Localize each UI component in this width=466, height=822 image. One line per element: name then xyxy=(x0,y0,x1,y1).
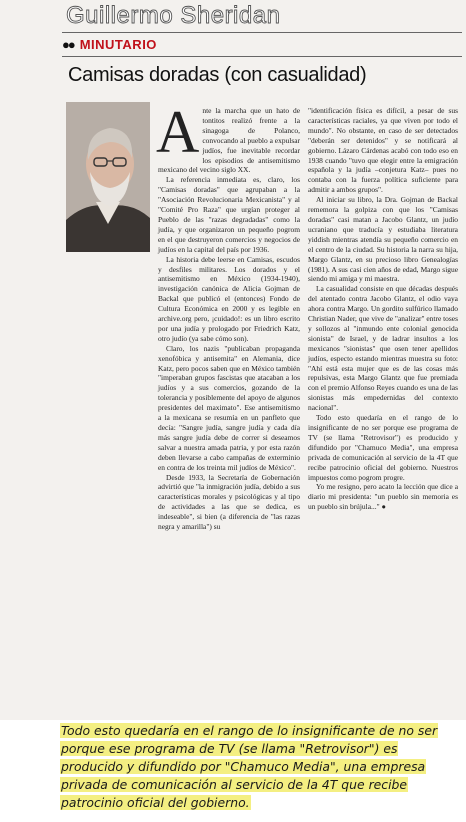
paragraph: "identificación física es difícil, a pesar de sus características raciales, ya que viven por todo el mundo". No obstante, en caso de ser detectados "deberán ser detenidos" y se notificará al gobierno. Lázaro Cárdenas acabó con todo eso en 1938 cuando "tuvo que elegir entre la emigración española y la judía –conjetura Katz– pues no contaba con la fuerza política suficiente para admitir a ambos grupos". xyxy=(308,106,458,195)
paragraph: La casualidad consiste en que décadas después del atentado contra Jacobo Glantz, el odio vaya ahora contra Margo. Un gordito sulfúrico llamado Christian Nader, que vive de "analizar" entre toses y sollozos al "inmundo ente colonial genocida sionista" de Israel, y de ladrar insultos a los mexicanos "sionistas" que osen tener apellidos judíos, especto estando mientras muestra su foto: "Ahí está esta mujer que es de las cosas más repulsivas, esta Margo Glantz que fue premiada con el premio Alfonso Reyes cuando es una de las sionistas más empedernidas del contexto nacional". xyxy=(308,284,458,413)
paragraph: Al iniciar su libro, la Dra. Gojman de Backal rememora la golpiza con que los "Camisas doradas" casi matan a Jacobo Glantz, un judío ucraniano que traducía y estudiaba literatura yiddish mientras atendía su pequeño comercio en el centro de la ciudad. Su historia la narra su hija, Margo Glantz, en su precioso libro Genealogías (1981). A sus casi cien años de edad, Margo sigue siendo mi amiga y mi maestra. xyxy=(308,195,458,284)
article-column-2 xyxy=(308,106,458,512)
paragraph: La referencia inmediata es, claro, los "Camisas doradas" que agrupaban a la "Asociación Revolucionaria Mexicanista" y al "Comité Pro Raza" que urgían proteger al Pueblo de las "razas degradadas" como la judía, y que organizaron un pequeño pogrom en el que destruyeron comercios y negocios de judíos en la capital del país por 1936. xyxy=(158,175,300,254)
author-name: Guillermo Sheridan xyxy=(66,2,281,29)
paragraph: Yo me resigno, pero acato la lección que dice a diario mi presidenta: "un pueblo sin memoria es un pueblo sin brújula..." ● xyxy=(308,482,458,512)
section-name: MINUTARIO xyxy=(79,37,157,52)
drop-cap: A xyxy=(156,99,200,165)
divider xyxy=(62,56,462,57)
section-label xyxy=(62,37,157,52)
paragraph: Ante la marcha que un hato de tontitos realizó frente a la sinagoga de Polanco, convocando al pueblo a expulsar judíos, fue inevitable recordar los episodios de antisemitismo mexicano del vecino siglo XX. xyxy=(156,99,300,175)
paragraph: Claro, los nazis "publicaban propaganda xenofóbica y antisemita" en Alemania, dice Katz, pero pocos saben que en México también "imperaban grupos fascistas que atacaban a los judíos y a sus comercios, gozando de la tolerancia y posiblemente del apoyo de algunos presidentes del maximato". Ese antisemitismo a la mexicana se resumía en un panfleto que decía: "Sangre judía, sangre judía y cada día más sangre judía debe de correr si deseamos salvar a nuestra amada patria, y por esta razón deben llevarse a cabo campañas de exterminio en contra de los treinta mil judíos de México". xyxy=(158,343,300,472)
highlighted-quote xyxy=(60,722,452,812)
divider xyxy=(62,32,462,33)
article-column-1 xyxy=(156,99,300,532)
author-photo xyxy=(66,102,150,252)
article-headline: Camisas doradas (con casualidad) xyxy=(68,64,367,86)
paragraph: Desde 1933, la Secretaría de Gobernación advirtió que "la inmigración judía, debido a sus características morales y psicológicas y al tipo de actividades a las que se dedica, es indeseable", si bien (a diferencia de "las razas negra y amarilla") su xyxy=(158,472,300,532)
section-dots-icon: ●● xyxy=(62,37,74,52)
paragraph: Todo esto quedaría en el rango de lo insignificante de no ser porque ese programa de TV (se llama "Retrovisor") es producido y difundido por "Chamuco Media", una empresa privada de comunicación al servicio de la 4T que recibe patrocinio oficial del gobierno. Nuestros impuestos como pogrom progre. xyxy=(308,413,458,482)
quote-text: Todo esto quedaría en el rango de lo insignificante de no ser porque ese programa de TV (se llama "Retrovisor") es producido y difundido por "Chamuco Media", una empresa privada de comunicación al servicio de la 4T que recibe patrocinio oficial del gobierno. xyxy=(61,723,438,810)
paragraph: La historia debe leerse en Camisas, escudos y desfiles militares. Los dorados y el antisemitismo en México (1934-1940), investigación canónica de Alicia Gojman de Backal que publicó el (entonces) Fondo de Cultura Económica en 2000 y es legible en archive.org pero, ¡cuidado!: es un libro escrito por una judía y prologado por Friedrich Katz, otro judío (ya sabe cómo son). xyxy=(158,254,300,343)
